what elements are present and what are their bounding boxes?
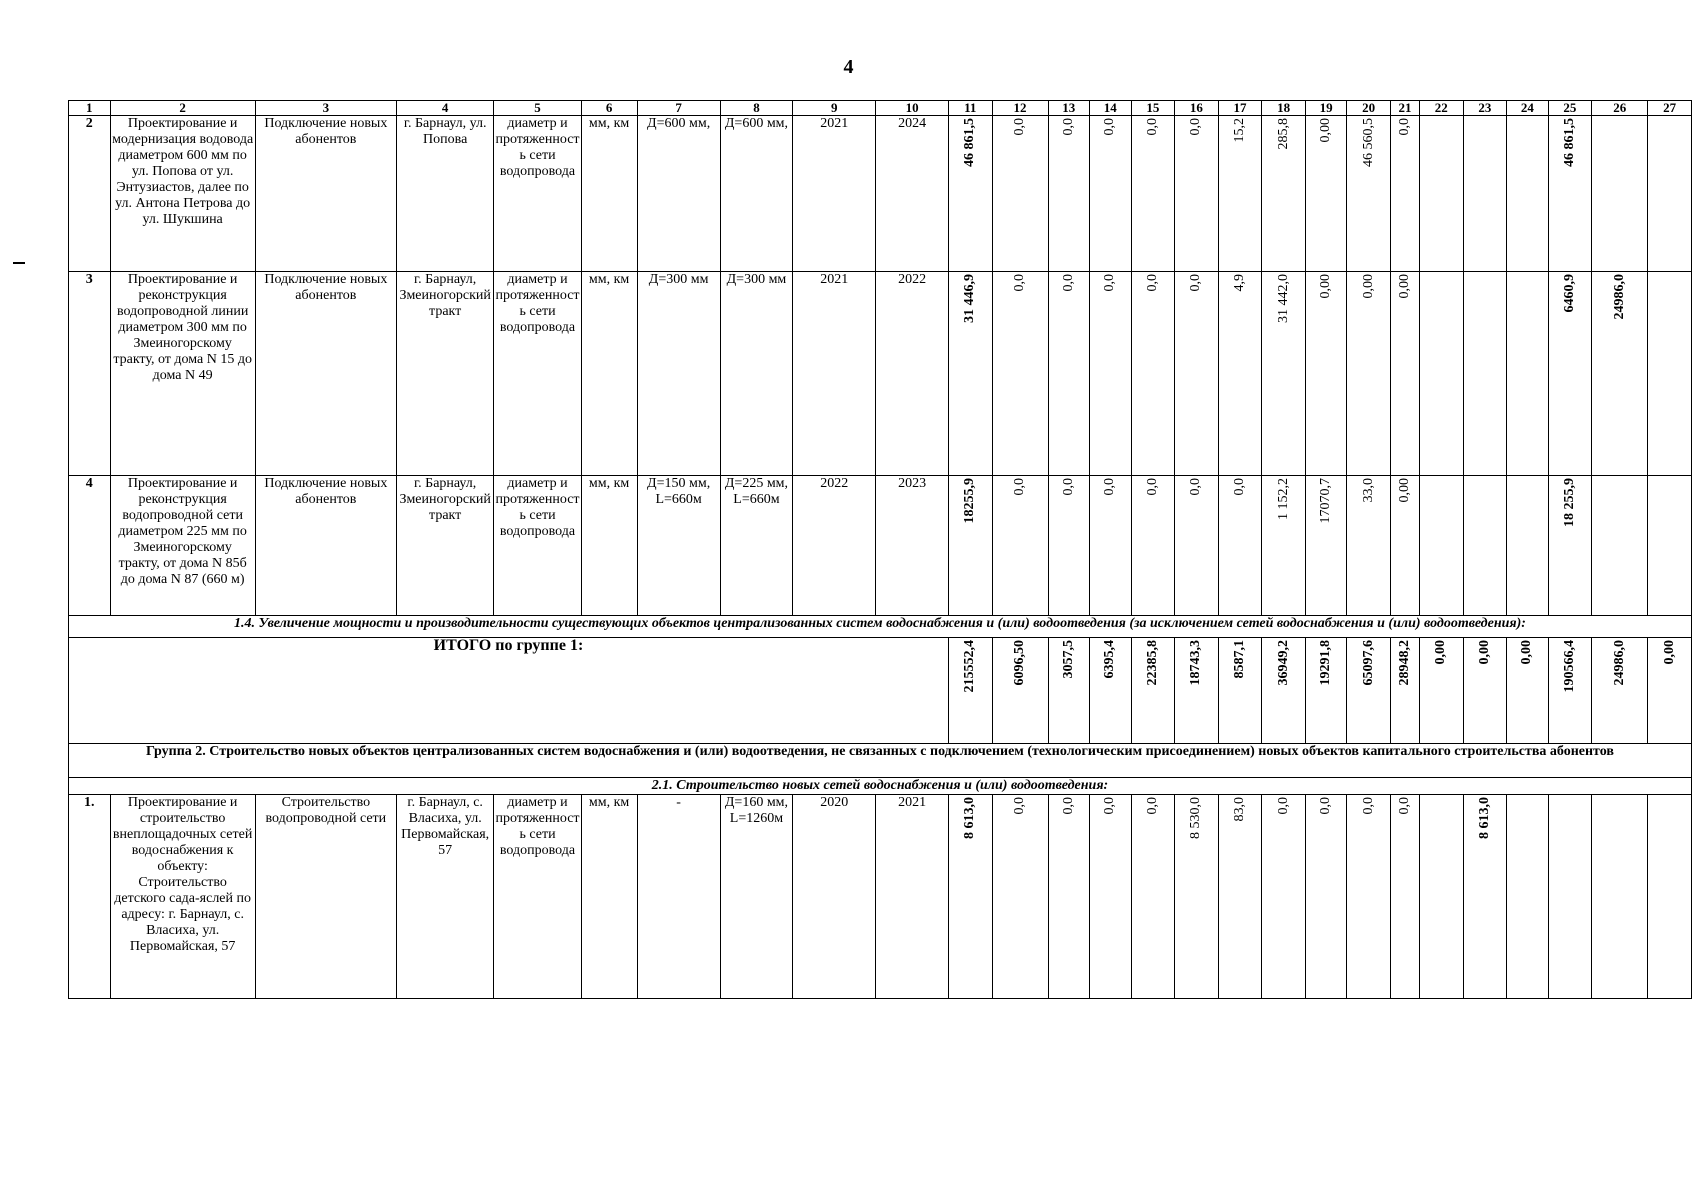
cell-value: 0,00 bbox=[1318, 274, 1334, 299]
project-name: Проектирование и модернизация водовода диаметром 600 мм по ул. Попова от ул. Энтузиастов, далее по ул. Антона Петрова до ул. Шукшина bbox=[110, 116, 255, 272]
cell-value: 0,0 bbox=[1275, 797, 1291, 815]
cell-value: 18255,9 bbox=[962, 478, 978, 524]
table-row bbox=[69, 116, 1692, 272]
unit: мм, км bbox=[581, 476, 637, 616]
total-value: 8587,1 bbox=[1231, 640, 1247, 679]
total-value: 24986,0 bbox=[1611, 640, 1627, 686]
total-value: 190566,4 bbox=[1561, 640, 1577, 693]
cell-value: 15,2 bbox=[1231, 118, 1247, 143]
end-year: 2023 bbox=[876, 476, 949, 616]
cell-value: 18 255,9 bbox=[1561, 478, 1577, 527]
project-location: г. Барнаул, Змеиногорский тракт bbox=[396, 272, 494, 476]
row-number: 1. bbox=[69, 795, 111, 999]
project-name: Проектирование и реконструкция водопроводной линии диаметром 300 мм по Змеиногорскому тракту, от дома N 15 до дома N 49 bbox=[110, 272, 255, 476]
end-year: 2021 bbox=[876, 795, 949, 999]
total-value: 36949,2 bbox=[1275, 640, 1291, 686]
row-number: 2 bbox=[69, 116, 111, 272]
col-num: 7 bbox=[637, 101, 720, 116]
col-num: 3 bbox=[255, 101, 396, 116]
table-row bbox=[69, 272, 1692, 476]
value-before: - bbox=[637, 795, 720, 999]
table-row bbox=[69, 476, 1692, 616]
col-num: 5 bbox=[494, 101, 581, 116]
cell-value: 4,9 bbox=[1231, 274, 1247, 292]
total-value: 22385,8 bbox=[1144, 640, 1160, 686]
cell-value: 0,0 bbox=[1012, 478, 1028, 496]
col-num: 12 bbox=[992, 101, 1048, 116]
cell-value: 0,00 bbox=[1318, 118, 1334, 143]
cell-value: 31 446,9 bbox=[962, 274, 978, 323]
indicator: диаметр и протяженность сети водопровода bbox=[494, 116, 581, 272]
col-num: 9 bbox=[793, 101, 876, 116]
cell-value: 0,0 bbox=[1060, 118, 1076, 136]
cell-value: 83,0 bbox=[1231, 797, 1247, 822]
project-purpose: Подключение новых абонентов bbox=[255, 476, 396, 616]
cell-value: 8 613,0 bbox=[1476, 797, 1492, 839]
cell-value: 0,0 bbox=[1188, 478, 1204, 496]
project-location: г. Барнаул, с. Власиха, ул. Первомайская, 57 bbox=[396, 795, 494, 999]
col-num: 2 bbox=[110, 101, 255, 116]
col-num: 25 bbox=[1548, 101, 1592, 116]
value-after: Д=225 мм, L=660м bbox=[720, 476, 793, 616]
cell-value: 0,0 bbox=[1012, 118, 1028, 136]
margin-mark bbox=[13, 262, 25, 264]
col-num: 15 bbox=[1131, 101, 1175, 116]
unit: мм, км bbox=[581, 116, 637, 272]
col-num: 4 bbox=[396, 101, 494, 116]
col-num: 6 bbox=[581, 101, 637, 116]
indicator: диаметр и протяженность сети водопровода bbox=[494, 795, 581, 999]
cell-value: 0,0 bbox=[1396, 118, 1412, 136]
total-value: 0,00 bbox=[1433, 640, 1449, 665]
col-num: 26 bbox=[1592, 101, 1648, 116]
page-number: 4 bbox=[843, 56, 854, 78]
cell-value: 1 152,2 bbox=[1275, 478, 1291, 520]
value-before: Д=600 мм, bbox=[637, 116, 720, 272]
cell-value: 8 613,0 bbox=[962, 797, 978, 839]
col-num: 11 bbox=[948, 101, 992, 116]
column-number-row bbox=[69, 101, 1692, 116]
col-num: 1 bbox=[69, 101, 111, 116]
project-location: г. Барнаул, Змеиногорский тракт bbox=[396, 476, 494, 616]
table-row bbox=[69, 795, 1692, 999]
value-before: Д=300 мм bbox=[637, 272, 720, 476]
cell-value: 0,0 bbox=[1318, 797, 1334, 815]
cell-value: 24986,0 bbox=[1611, 274, 1627, 320]
total-value: 6096,50 bbox=[1012, 640, 1028, 686]
cell-value: 0,0 bbox=[1144, 274, 1160, 292]
total-value: 28948,2 bbox=[1396, 640, 1412, 686]
project-location: г. Барнаул, ул. Попова bbox=[396, 116, 494, 272]
col-num: 8 bbox=[720, 101, 793, 116]
total-value: 65097,6 bbox=[1360, 640, 1376, 686]
row-number: 4 bbox=[69, 476, 111, 616]
indicator: диаметр и протяженность сети водопровода bbox=[494, 272, 581, 476]
total-value: 215552,4 bbox=[962, 640, 978, 693]
project-purpose: Строительство водопроводной сети bbox=[255, 795, 396, 999]
cell-value: 46 861,5 bbox=[962, 118, 978, 167]
cell-value: 0,0 bbox=[1102, 797, 1118, 815]
col-num: 13 bbox=[1048, 101, 1090, 116]
cell-value: 31 442,0 bbox=[1275, 274, 1291, 323]
cell-value: 0,0 bbox=[1060, 478, 1076, 496]
value-after: Д=300 мм bbox=[720, 272, 793, 476]
col-num: 19 bbox=[1305, 101, 1347, 116]
project-name: Проектирование и строительство внеплощадочных сетей водоснабжения к объекту: Строительство детского сада-яслей по адресу: г. Барнаул, с. Власиха, ул. Первомайская, 57 bbox=[110, 795, 255, 999]
investment-program-table bbox=[68, 100, 1692, 999]
end-year: 2022 bbox=[876, 272, 949, 476]
col-num: 16 bbox=[1175, 101, 1219, 116]
col-num: 24 bbox=[1507, 101, 1549, 116]
end-year: 2024 bbox=[876, 116, 949, 272]
group-2-title: Группа 2. Строительство новых объектов централизованных систем водоснабжения и (или) водоотведения, не связанных с подключением (технологическим присоединением) новых объектов капитального строительства абонентов bbox=[69, 744, 1692, 778]
section-heading-row bbox=[69, 616, 1692, 638]
start-year: 2022 bbox=[793, 476, 876, 616]
cell-value: 285,8 bbox=[1275, 118, 1291, 150]
total-row bbox=[69, 638, 1692, 744]
cell-value: 0,00 bbox=[1396, 274, 1412, 299]
total-value: 0,00 bbox=[1661, 640, 1677, 665]
col-num: 17 bbox=[1218, 101, 1262, 116]
total-value: 19291,8 bbox=[1318, 640, 1334, 686]
value-before: Д=150 мм, L=660м bbox=[637, 476, 720, 616]
col-num: 22 bbox=[1419, 101, 1463, 116]
cell-value: 46 861,5 bbox=[1561, 118, 1577, 167]
cell-value: 0,0 bbox=[1012, 797, 1028, 815]
cell-value: 17070,7 bbox=[1318, 478, 1334, 524]
cell-value: 0,0 bbox=[1396, 797, 1412, 815]
col-num: 10 bbox=[876, 101, 949, 116]
col-num: 21 bbox=[1390, 101, 1419, 116]
cell-value: 0,0 bbox=[1144, 118, 1160, 136]
cell-value: 8 530,0 bbox=[1188, 797, 1204, 839]
project-purpose: Подключение новых абонентов bbox=[255, 272, 396, 476]
start-year: 2021 bbox=[793, 116, 876, 272]
total-value: 18743,3 bbox=[1188, 640, 1204, 686]
section-1-4-title: 1.4. Увеличение мощности и производительности существующих объектов централизованных систем водоснабжения и (или) водоотведения (за исключением сетей водоснабжения и (или) водоотведения): bbox=[69, 616, 1692, 638]
value-after: Д=600 мм, bbox=[720, 116, 793, 272]
cell-value: 0,0 bbox=[1144, 797, 1160, 815]
section-2-1-title: 2.1. Строительство новых сетей водоснабжения и (или) водоотведения: bbox=[69, 778, 1692, 795]
cell-value: 0,0 bbox=[1231, 478, 1247, 496]
unit: мм, км bbox=[581, 795, 637, 999]
value-after: Д=160 мм, L=1260м bbox=[720, 795, 793, 999]
col-num: 23 bbox=[1463, 101, 1507, 116]
start-year: 2021 bbox=[793, 272, 876, 476]
section-heading-row bbox=[69, 778, 1692, 795]
project-name: Проектирование и реконструкция водопроводной сети диаметром 225 мм по Змеиногорскому тракту, от дома N 85б до дома N 87 (660 м) bbox=[110, 476, 255, 616]
col-num: 18 bbox=[1262, 101, 1306, 116]
cell-value: 0,0 bbox=[1144, 478, 1160, 496]
row-number: 3 bbox=[69, 272, 111, 476]
col-num: 20 bbox=[1347, 101, 1391, 116]
unit: мм, км bbox=[581, 272, 637, 476]
cell-value: 0,0 bbox=[1102, 274, 1118, 292]
cell-value: 0,0 bbox=[1188, 274, 1204, 292]
cell-value: 6460,9 bbox=[1561, 274, 1577, 313]
cell-value: 0,00 bbox=[1360, 274, 1376, 299]
cell-value: 0,0 bbox=[1102, 118, 1118, 136]
total-value: 3057,5 bbox=[1060, 640, 1076, 679]
cell-value: 0,0 bbox=[1188, 118, 1204, 136]
total-value: 6395,4 bbox=[1102, 640, 1118, 679]
cell-value: 0,0 bbox=[1360, 797, 1376, 815]
project-purpose: Подключение новых абонентов bbox=[255, 116, 396, 272]
cell-value: 33,0 bbox=[1360, 478, 1376, 503]
cell-value: 0,0 bbox=[1060, 274, 1076, 292]
group-heading-row bbox=[69, 744, 1692, 778]
cell-value: 0,00 bbox=[1396, 478, 1412, 503]
cell-value: 0,0 bbox=[1060, 797, 1076, 815]
cell-value: 46 560,5 bbox=[1360, 118, 1376, 167]
cell-value: 0,0 bbox=[1012, 274, 1028, 292]
indicator: диаметр и протяженность сети водопровода bbox=[494, 476, 581, 616]
total-value: 0,00 bbox=[1519, 640, 1535, 665]
col-num: 27 bbox=[1648, 101, 1692, 116]
total-label: ИТОГО по группе 1: bbox=[69, 638, 949, 744]
cell-value: 0,0 bbox=[1102, 478, 1118, 496]
total-value: 0,00 bbox=[1476, 640, 1492, 665]
start-year: 2020 bbox=[793, 795, 876, 999]
col-num: 14 bbox=[1090, 101, 1132, 116]
